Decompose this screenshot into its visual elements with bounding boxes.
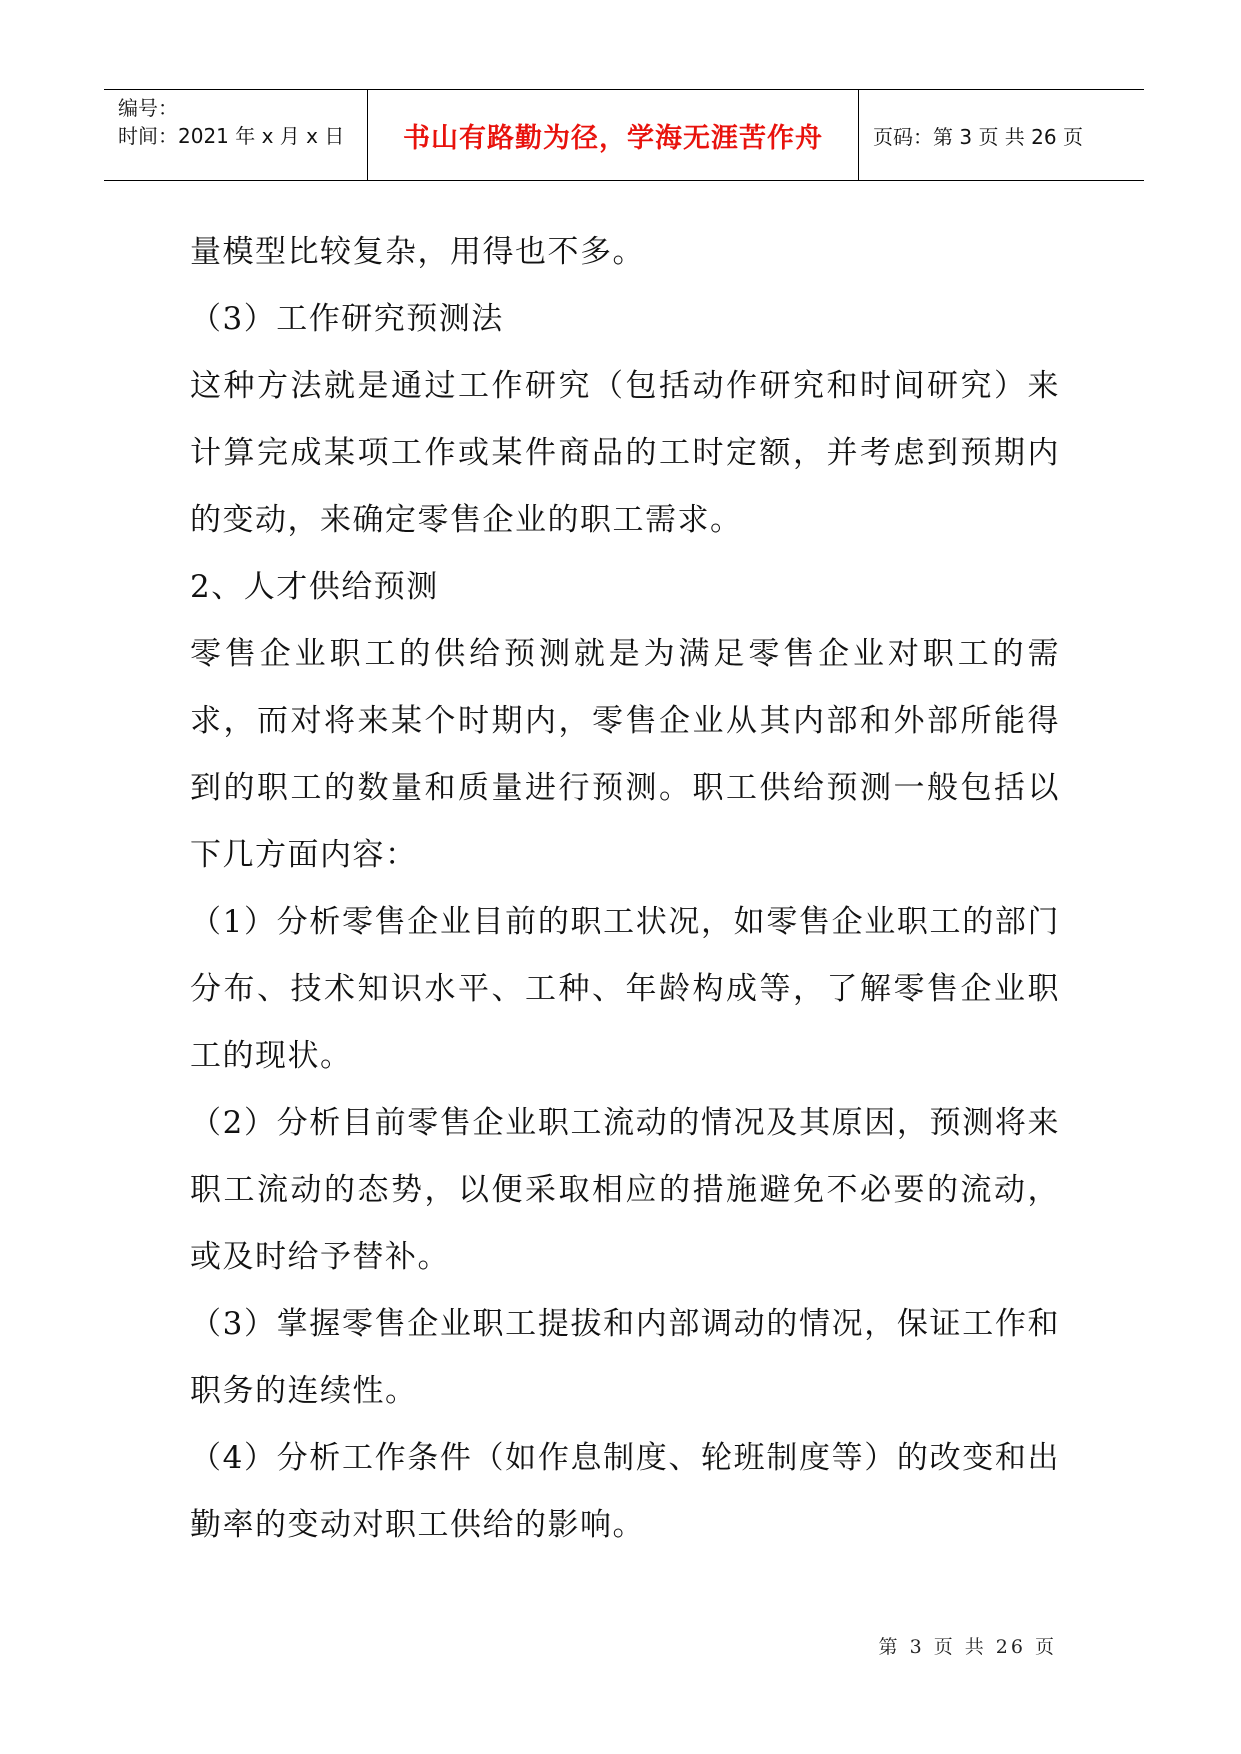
header-meta bbox=[104, 90, 368, 180]
paragraph: 零售企业职工的供给预测就是为满足零售企业对职工的需求，而对将来某个时期内，零售企业从其内部和外部所能得到的职工的数量和质量进行预测。职工供给预测一般包括以下几方面内容： bbox=[190, 636, 1060, 873]
page-footer: 第 3 页 共 26 页 bbox=[878, 1636, 1057, 1658]
page-header bbox=[104, 89, 1144, 181]
paragraph: （1）分析零售企业目前的职工状况，如零售企业职工的部门分布、技术知识水平、工种、年龄构成等，了解零售企业职工的现状。 bbox=[190, 904, 1060, 1074]
paragraph: 量模型比较复杂，用得也不多。 bbox=[190, 234, 645, 270]
paragraph: 这种方法就是通过工作研究（包括动作研究和时间研究）来计算完成某项工作或某件商品的工时定额，并考虑到预期内的变动，来确定零售企业的职工需求。 bbox=[190, 368, 1060, 538]
header-number-label: 编号： bbox=[118, 96, 178, 120]
paragraph: （2）分析目前零售企业职工流动的情况及其原因，预测将来职工流动的态势，以便采取相应的措施避免不必要的流动，或及时给予替补。 bbox=[190, 1105, 1060, 1275]
header-motto: 书山有路勤为径，学海无涯苦作舟 bbox=[368, 90, 859, 180]
header-page-code: 页码：第 3 页 共 26 页 bbox=[873, 124, 1083, 149]
paragraph: （3）工作研究预测法 bbox=[190, 301, 504, 337]
paragraph: （4）分析工作条件（如作息制度、轮班制度等）的改变和出勤率的变动对职工供给的影响。 bbox=[190, 1440, 1060, 1543]
paragraph: （3）掌握零售企业职工提拔和内部调动的情况，保证工作和职务的连续性。 bbox=[190, 1306, 1060, 1409]
document-body bbox=[190, 219, 1060, 1559]
paragraph: 2、人才供给预测 bbox=[190, 569, 439, 605]
header-time-label: 时间：2021 年 x 月 x 日 bbox=[118, 124, 345, 148]
